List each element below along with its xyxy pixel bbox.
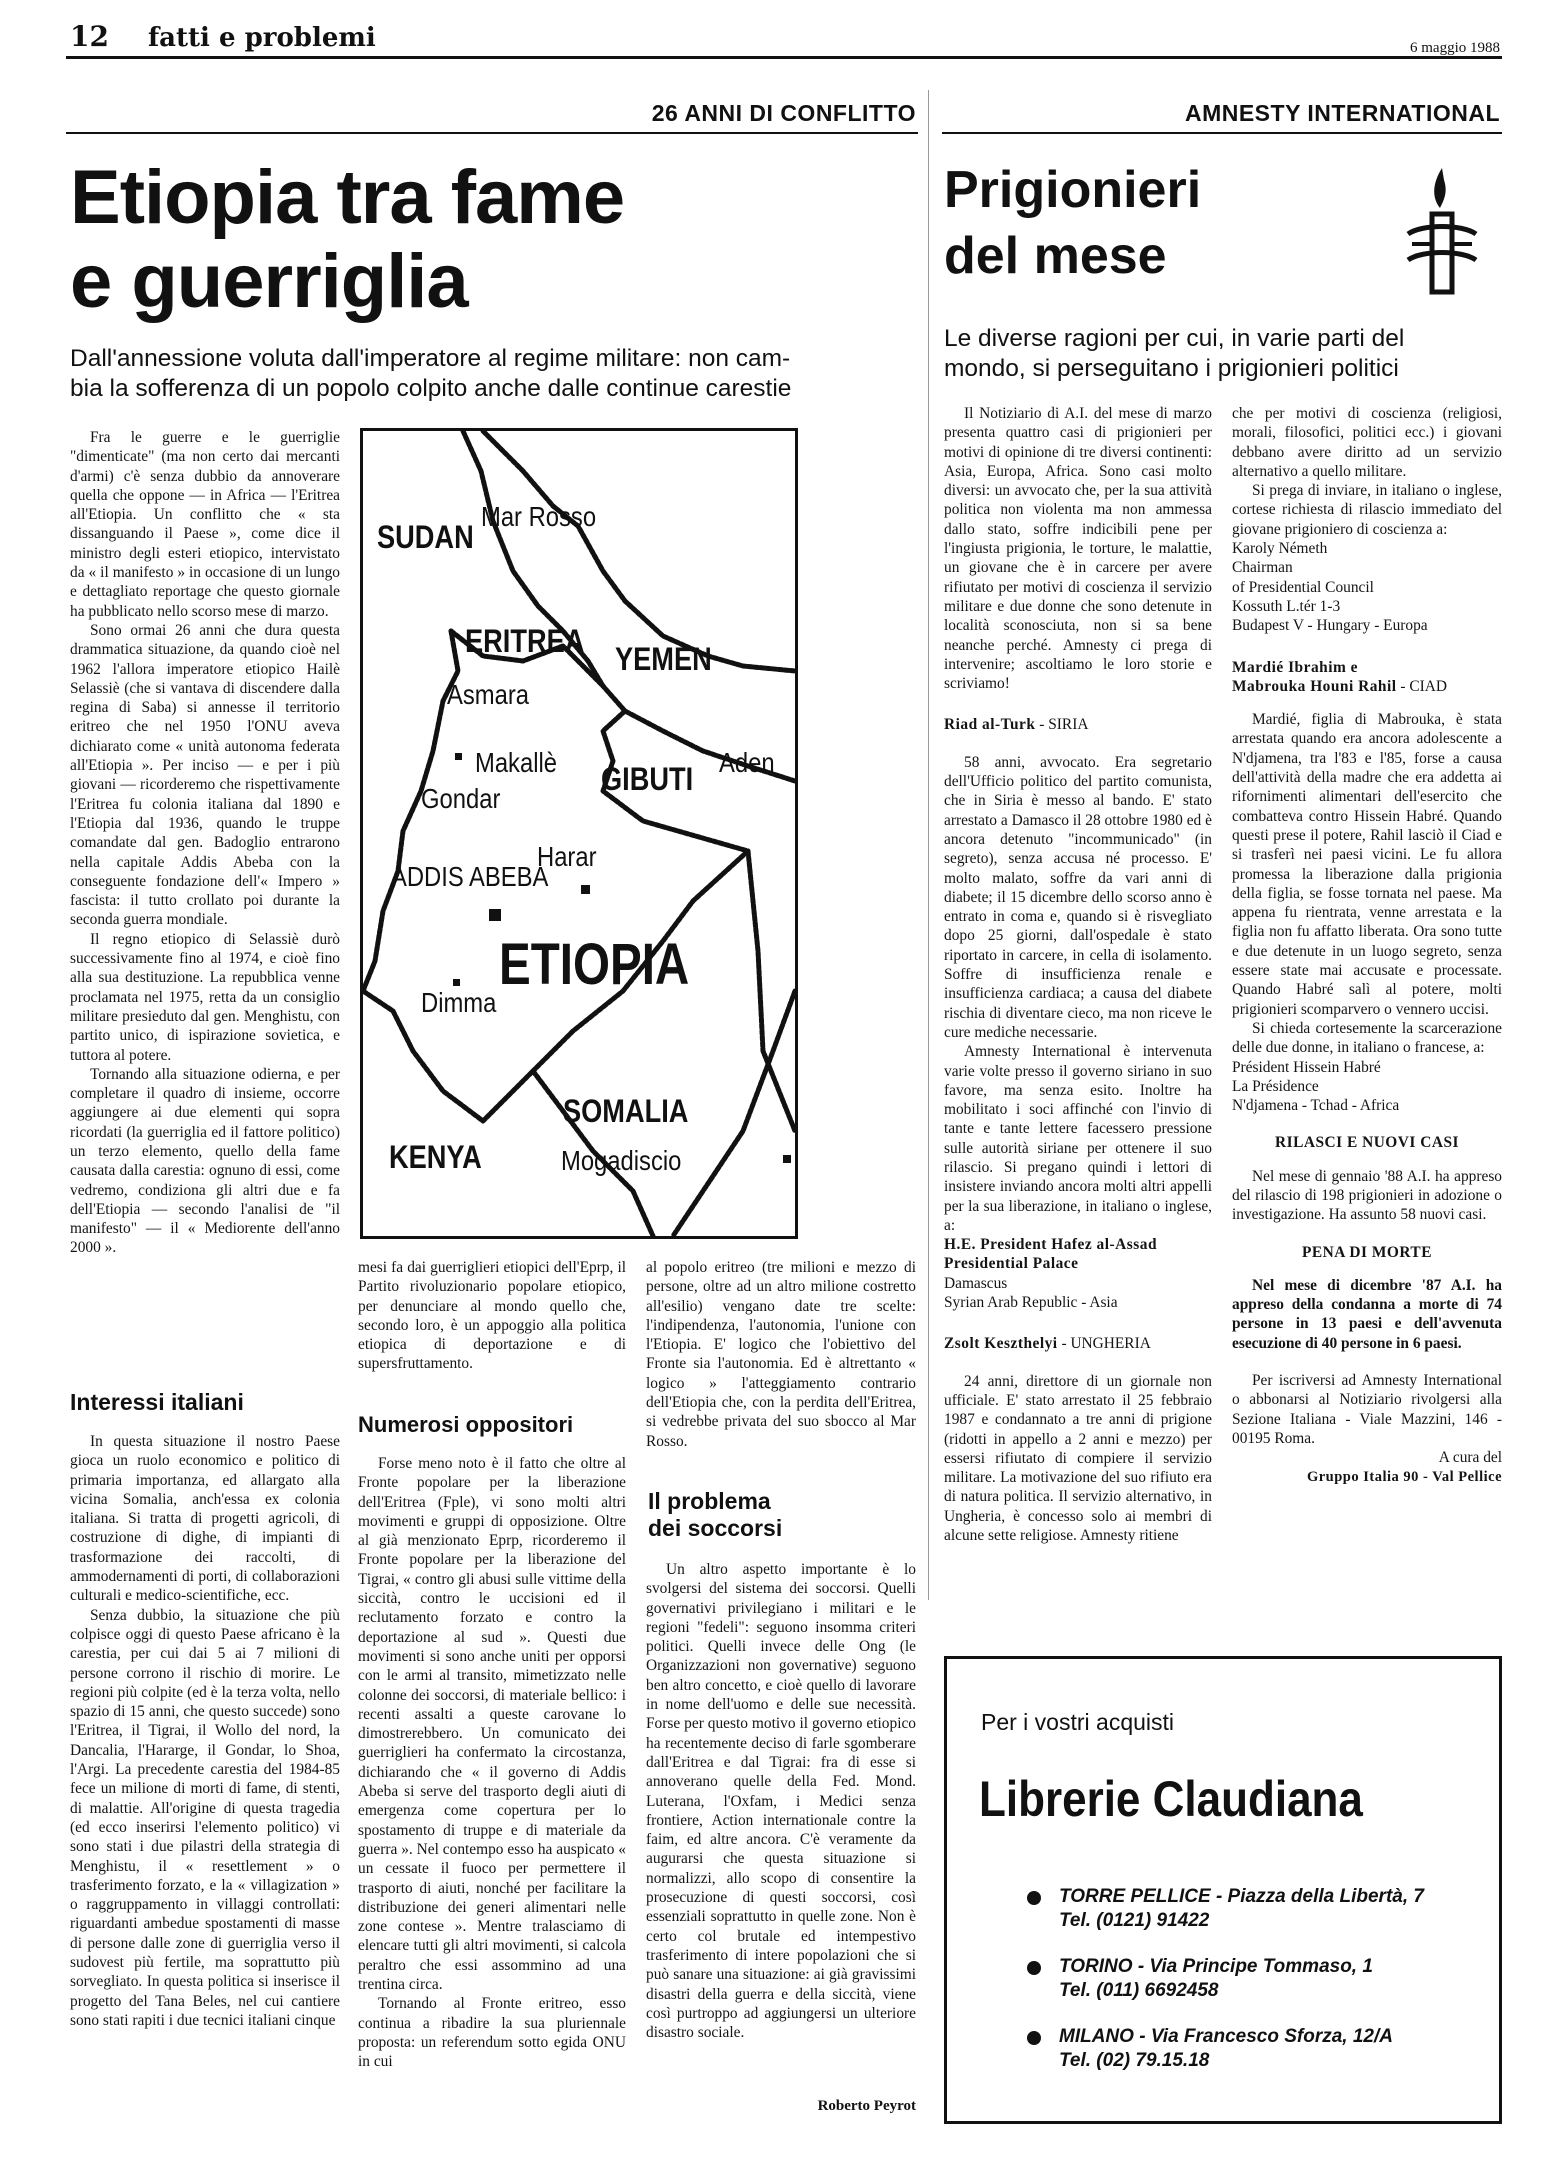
map-label-gibuti: GIBUTI (601, 761, 694, 797)
case-country: UNGHERIA (1070, 1335, 1151, 1353)
paragraph: Tornando al Fronte eritreo, esso continua a ribadire la sua pluriennale proposta: un referendum sotto egida ONU in cui (358, 1995, 626, 2071)
heading-problema-line1: Il problema (648, 1488, 771, 1514)
case-heading-siria (944, 715, 1212, 734)
city-marker (581, 885, 590, 894)
case-name: Mabrouka Houni Rahil (1232, 677, 1397, 695)
address-siria (944, 1235, 1212, 1312)
paragraph: Fra le guerre e le guerriglie "dimenticate" (ma non certo dai mercanti d'armi) c'è senza dubbio da annoverare quella che oppone — in Africa — l'Eritrea all'Etiopia. Un conflitto che « sta dissanguando il Paese », come dice il ministro degli esteri etiopico, intervistato da « il manifesto » in occasione di un lungo e dettagliato reportage che questo giornale ha pubblicato nello scorso mese di marzo. (70, 429, 340, 620)
address-line: H.E. President Hafez al-Assad (944, 1236, 1157, 1254)
map-label-aden: Aden (719, 747, 775, 778)
paragraph: Si prega di inviare, in italiano o inglese, cortese richiesta di rilascio immediato del giovane prigioniero di coscienza a: (1232, 482, 1502, 538)
map-label-kenya: KENYA (389, 1139, 482, 1175)
left-subtitle-line2: bia la sofferenza di un popolo colpito anche dalle continue carestie (70, 375, 792, 402)
case-country: SIRIA (1048, 716, 1089, 734)
ad-store-list (1027, 1885, 1487, 2073)
paragraph: Il Notiziario di A.I. del mese di marzo presenta quattro casi di prigionieri per motivi di opinione di tre diversi continenti: Asia, Europa, Africa. Sono casi molto diversi: un avvocato che, per la sua attività politica non violenta ma non ammessa dallo stato, soffre indicibili pene per l'ingiusta prigionia, le torture, le malattie, un giovane che è in carcere per avere rifiutato per motivi di coscienza il servizio militare e due donne che sono detenute in località sconosciuta, non si sa bene neanche perché. Amnesty ci prega di intervenire; ascoltiamo le loro storie e scriviamo! (944, 405, 1212, 693)
paragraph: In questa situazione il nostro Paese gioca un ruolo economico e politico di primaria importanza, ed allargato alla vicina Somalia, anch'essa ex colonia italiana. Si tratta di progetti agricoli, di costruzione di dighe, di impianti di trasformazione dei raccolti, di ammodernamenti di porti, di collaborazioni culturali e medico-scientifiche, ecc. (70, 1433, 340, 1605)
store-address: MILANO - Via Francesco Sforza, 12/A (1059, 2026, 1393, 2047)
map-label-mogadiscio: Mogadiscio (561, 1145, 682, 1176)
case-heading-ciad (1232, 658, 1502, 697)
right-title-line1: Prigionieri (944, 161, 1202, 219)
paragraph: 24 anni, direttore di un giornale non ufficiale. E' stato arrestato il 25 febbraio 1987 e condannato a tre anni di prigione (ridotti in appello a 2 anni e mezzo) per essersi rifiutato di compiere il servizio militare. La motivazione del suo rifiuto era di natura politica. Il servizio alternativo, in Ungheria, è concesso solo ai membri di alcune sette religiose. Amnesty ritiene (944, 1372, 1212, 1545)
capital-marker (489, 909, 501, 921)
section-title: fatti e problemi (148, 23, 376, 53)
paragraph: Un altro aspetto importante è lo svolgersi del sistema dei soccorsi. Quelli governativi privilegiano i militari e le regioni "fedeli": seguono insomma criteri politici. Quelli invece delle Ong (le Organizzazioni non governative) seguono ben altro concetto, e cioè quello di lavorare in nome dell'uomo e delle sue necessità. Forse per questo motivo il governo etiopico ha recentemente deciso di farle sgomberare dall'Eritrea e dal Tigrai: fra di esse si annoverano quelle della Fed. Mond. Luterana, l'Oxfam, i Medici senza frontiere, Action internationale contre la faim, ed altre ancora. C'è veramente da augurarsi che questa situazione si normalizzi, allo scopo di consentire la prosecuzione di questi soccorsi, così essenziali soprattutto in quelle zone. Non è certo col brutale ed intempestivo trasferimento di intere popolazioni che si può sanare una situazione: ai già gravissimi disastri della guerra e della siccità, viene così purtroppo ad aggiungersi un ulteriore disastro sociale. (646, 1561, 916, 2042)
paragraph: Il regno etiopico di Selassiè durò successivamente fino al 1974, e cioè fino alla sua destituzione. La repubblica venne proclamata nel 1975, retta da un consiglio militare presieduto dal gen. Menghistu, con partito unico, di ispirazione sovietica, e tuttora al potere. (70, 930, 340, 1064)
paragraph: che per motivi di coscienza (religiosi, morali, filosofici, politici ecc.) i giovani debbano avere diritto ad un servizio alternativo a quello militare. (1232, 405, 1502, 480)
store-address: TORRE PELLICE - Piazza della Libertà, 7 (1059, 1886, 1424, 1907)
heading-interessi-italiani: Interessi italiani (70, 1389, 244, 1415)
address-ungheria (1232, 539, 1502, 635)
credit-line: Gruppo Italia 90 - Val Pellice (1306, 1468, 1502, 1485)
left-column-1-lower (70, 1432, 340, 2134)
address-line: Budapest V - Hungary - Europa (1232, 617, 1428, 635)
paragraph: Nel mese di gennaio '88 A.I. ha appreso del rilascio di 198 prigionieri in adozione o investigazione. Ha assunto 58 nuovi casi. (1232, 1167, 1502, 1224)
left-column-3 (646, 1560, 916, 2100)
ad-store-item (1027, 1885, 1487, 1933)
case-name: Zsolt Keszthelyi (944, 1335, 1058, 1353)
map-label-somalia: SOMALIA (563, 1093, 689, 1129)
coastline-indian-ocean (673, 991, 795, 1236)
address-line: N'djamena - Tchad - Africa (1232, 1097, 1400, 1115)
column-separator (928, 90, 929, 1600)
address-line: Chairman (1232, 559, 1293, 577)
case-separator: - (1039, 716, 1049, 734)
bullet-icon (1027, 2031, 1041, 2045)
credit-line: A cura del (1438, 1449, 1502, 1467)
left-column-1 (70, 428, 340, 1358)
left-title-line1: Etiopia tra fame (70, 155, 625, 240)
map-label-sudan: SUDAN (377, 519, 474, 555)
address-line: Kossuth L.tér 1-3 (1232, 597, 1341, 615)
left-subtitle-line1: Dall'annessione voluta dall'imperatore al regime militare: non cam- (70, 345, 791, 372)
right-subtitle-line2: mondo, si perseguitano i prigionieri politici (944, 355, 1399, 382)
left-column-2-top (358, 1258, 626, 1378)
advertisement-box (944, 1656, 1502, 2124)
border-somalia (748, 851, 795, 1131)
case-name: Riad al-Turk (944, 716, 1036, 734)
address-line: Karoly Németh (1232, 540, 1328, 558)
store-phone: Tel. (0121) 91422 (1059, 1910, 1210, 1931)
ad-store-name: Librerie Claudiana (979, 1771, 1363, 1827)
paragraph: Si chieda cortesemente la scarcerazione delle due donne, in italiano o francese, a: (1232, 1019, 1502, 1057)
address-ciad (1232, 1058, 1502, 1116)
map-label-eritrea: ERITREA (465, 623, 585, 659)
paragraph: 58 anni, avvocato. Era segretario dell'Ufficio politico del partito comunista, che in Siria è messo al bando. E' stato arrestato a Damasco il 28 ottobre 1980 ed è ancora detenuto "incommunicado" (in segreto), senza accusa né processo. E' molto malato, soffre da vari anni di diabete; il 15 dicembre dello scorso anno è entrato in coma e, quando si è risvegliato dopo 25 giorni, dall'ospedale è stato riportato in carcere, in cella di isolamento. Soffre di insufficienza renale e insufficienza cardiaca; a causa del diabete rischia di diventare cieco, ma non riceve le cure mediche necessarie. (944, 753, 1212, 1041)
rilasci-heading: RILASCI E NUOVI CASI (1274, 1134, 1460, 1152)
bullet-icon (1027, 1891, 1041, 1905)
store-phone: Tel. (02) 79.15.18 (1059, 2050, 1210, 2071)
paragraph: Senza dubbio, la situazione che più colpisce oggi di questo Paese africano è la carestia, per cui dai 5 ai 7 milioni di persone corrono il rischio di morire. Le regioni più colpite (ed è la terza volta, nello spazio di 15 anni, che questo succede) sono l'Eritrea, il Tigrai, il Wollo del nord, la Dancalia, l'Hararge, il Gondar, lo Shoa, l'Argi. La precedente carestia del 1984-85 fece un milione di morti di fame, di stenti, di malattie. All'origine di questa tragedia (ed ecco inserirsi l'elemento politico) vi sono stati i due pilastri della strategia di Menghistu, il « resettlement » o trasferimento forzato, e la « villagization » o raggruppamento in villaggi controllati: riguardanti ambedue spostamenti di masse di persone dalle zone di guerriglia verso il sudovest più fertile, ma soprattutto più sorvegliato. In questa politica si inserisce il progetto del Tana Beles, nel cui cantiere sono stati rapiti i due tecnici italiani cinque (70, 1606, 340, 2029)
header-rule (66, 56, 1502, 59)
city-marker (455, 753, 462, 760)
right-kicker: AMNESTY INTERNATIONAL (1184, 100, 1500, 126)
right-column-2 (1232, 404, 1502, 1590)
paragraph: mesi fa dai guerriglieri etiopici dell'Eprp, il Partito rivoluzionario popolare etiopico, per denunciare al mondo quello che, secondo loro, è un appoggio alla politica etiopica di deportazione e di supersfruttamento. (358, 1259, 626, 1373)
map-label-yemen: YEMEN (615, 641, 712, 677)
paragraph: Nel mese di dicembre '87 A.I. ha appreso della condanna a morte di 74 persone in 13 paesi e dell'avvenuta esecuzione di 40 persone in 6 paesi. (1232, 1276, 1502, 1352)
address-line: La Présidence (1232, 1077, 1319, 1095)
map-label-addis-abeba: ADDIS ABEBA (391, 861, 549, 892)
paragraph: Forse meno noto è il fatto che oltre al Fronte popolare per la liberazione dell'Eritrea (Fple), vi sono molti altri movimenti e gruppi di opposizione. Oltre al già menzionato Eprp, ricorderemo il Fronte popolare per la liberazione del Tigrai, « contro gli abusi sulle vittime della siccità, contro le uccisioni ed il reclutamento forzato e contro la deportazione al sud ». Questi due movimenti si sono anche uniti per opporsi con le armi al transito, mimetizzato nelle colonne dei soccorsi, di materiale bellico: i recenti assalti a queste carovane lo dimostrerebbero. Un comunicato dei guerriglieri ha confermato la circostanza, dichiarando che « il governo di Addis Abeba si serve del trasporto degli aiuti di emergenza come copertura per lo spostamento di truppe e di materiale da guerra ». Nel contempo esso ha auspicato « un cessate il fuoco per permettere il trasporto di aiuti, nonché per facilitare la distribuzione dei generi alimentari nelle zone contese ». Mentre tralasciamo di elencare tutti gli altri movimenti, si calcola peraltro che essi assommino ad una trentina circa. (358, 1455, 626, 1994)
paragraph: al popolo eritreo (tre milioni e mezzo di persone, oltre ad un altro milione costretto all'esilio) vengano date tre scelte: l'indipendenza, l'autonomia, l'unione con l'Etiopia. E' logico che l'obiettivo del Fronte sia l'autonomia. Ed è altrettanto « logico » l'atteggiamento contrario dell'Etiopia che, con la perdita dell'Eritrea, si vedrebbe privata del suo sbocco al Mar Rosso. (646, 1259, 916, 1450)
ad-intro: Per i vostri acquisti (981, 1709, 1175, 1735)
case-heading-ungheria (944, 1334, 1212, 1353)
case-separator: - (1061, 1335, 1071, 1353)
address-line: Syrian Arab Republic - Asia (944, 1294, 1118, 1312)
left-kicker: 26 ANNI DI CONFLITTO (651, 100, 916, 126)
left-title-line2: e guerriglia (70, 239, 468, 324)
map-ethiopia (360, 428, 798, 1239)
issue-date: 6 maggio 1988 (1410, 40, 1500, 56)
left-column-2 (358, 1454, 626, 2134)
author-signature: Roberto Peyrot (817, 2098, 916, 2114)
paragraph: Per iscriversi ad Amnesty International o abbonarsi al Notiziario rivolgersi alla Sezione Italiana - Viale Mazzini, 146 - 00195 Roma. (1232, 1372, 1502, 1447)
map-label-gondar: Gondar (421, 783, 501, 814)
city-marker (453, 979, 460, 986)
address-line: Président Hissein Habré (1232, 1058, 1381, 1076)
map-label-etiopia: ETIOPIA (499, 932, 690, 997)
address-line: of Presidential Council (1232, 578, 1374, 596)
case-country: CIAD (1409, 677, 1447, 695)
ad-store-item (1027, 2025, 1487, 2073)
pena-heading: PENA DI MORTE (1302, 1243, 1432, 1261)
map-label-asmara: Asmara (447, 679, 529, 710)
left-column-3-top (646, 1258, 916, 1468)
ad-store-item (1027, 1955, 1487, 2003)
amnesty-candle-logo (1402, 164, 1482, 296)
address-line: Presidential Palace (944, 1255, 1079, 1273)
city-marker (783, 1155, 791, 1163)
page-number: 12 (70, 20, 109, 53)
map-label-makalle: Makallè (475, 747, 558, 778)
case-name: Mardié Ibrahim e (1232, 658, 1358, 676)
paragraph: Tornando alla situazione odierna, e per completare il quadro di insieme, occorre aggiungere ai due elementi qui sopra ricordati (la guerriglia ed il fattore politico) un terzo elemento, quello della fame causata dalla carestia: ognuno di essi, come vedremo, condiziona gli altri due e fa dell'Etiopia — secondo l'analisi de "il manifesto" — il « Mediorente dell'anno 2000 ». (70, 1065, 340, 1257)
right-subtitle-line1: Le diverse ragioni per cui, in varie parti del (944, 325, 1405, 352)
heading-problema-line2: dei soccorsi (648, 1515, 783, 1541)
right-kicker-rule (942, 132, 1502, 134)
store-phone: Tel. (011) 6692458 (1059, 1980, 1219, 2001)
heading-numerosi-oppositori: Numerosi oppositori (358, 1412, 574, 1437)
right-title-line2: del mese (944, 227, 1167, 285)
left-kicker-rule (66, 132, 918, 134)
paragraph: Mardié, figlia di Mabrouka, è stata arrestata quando era ancora adolescente a N'djamena, tra l'83 e l'85, forse a causa dell'attività della madre che era addetta ai rifornimenti alimentari dell'esercito che combatteva contro Hissein Habré. Quando questi prese il potere, Rahil lasciò il Ciad e si trasferì nei paesi vicini. Le fu allora promessa la liberazione dalla prigionia della figlia, se fosse tornata nel paese. Ma appena fu rientrata, venne arrestata e la figlia non fu affatto liberata. Ora sono tutte e due detenute in un luogo segreto, senza essere state mai accusate e processate. Quando Habré salì al potere, molti prigionieri scomparvero o vennero uccisi. (1232, 711, 1502, 1018)
paragraph: Sono ormai 26 anni che dura questa drammatica situazione, da quando cioè nel 1962 l'allora imperatore etiopico Hailè Selassiè (che si vantava di discendere dalla regina di Saba) si annesse il territorio eritreo che nel 1950 l'ONU aveva dichiarato come « unità autonoma federata all'Etiopia ». Per inciso — e per i più giovani — ricorderemo che rispettivamente l'Eritrea fu colonia italiana dal 1890 e l'Etiopia dal 1936, quando le truppe comandate dal gen. Badoglio entrarono nella capitale Addis Abeba con la conseguente fondazione dell'« Impero » fascista: il tutto crollato poi durante la seconda guerra mondiale. (70, 621, 340, 929)
bullet-icon (1027, 1961, 1041, 1975)
case-separator: - (1400, 677, 1410, 695)
paragraph: Amnesty International è intervenuta varie volte presso il governo siriano in suo favore, ma senza esito. Inoltre ha mobilitato i soci affinché con l'invio di tante e tante lettere facessero pressione sulle autorità siriane per ottenere il suo rilascio. Si pregano quindi i lettori di insistere inviando ancora molti altri appelli per la sua liberazione, in italiano o inglese, a: (944, 1043, 1212, 1234)
map-label-harar: Harar (537, 841, 597, 872)
store-address: TORINO - Via Principe Tommaso, 1 (1059, 1956, 1373, 1977)
right-column-1 (944, 404, 1212, 1590)
address-line: Damascus (944, 1274, 1008, 1292)
map-label-mar-rosso: Mar Rosso (481, 501, 597, 532)
map-label-dimma: Dimma (421, 987, 497, 1018)
